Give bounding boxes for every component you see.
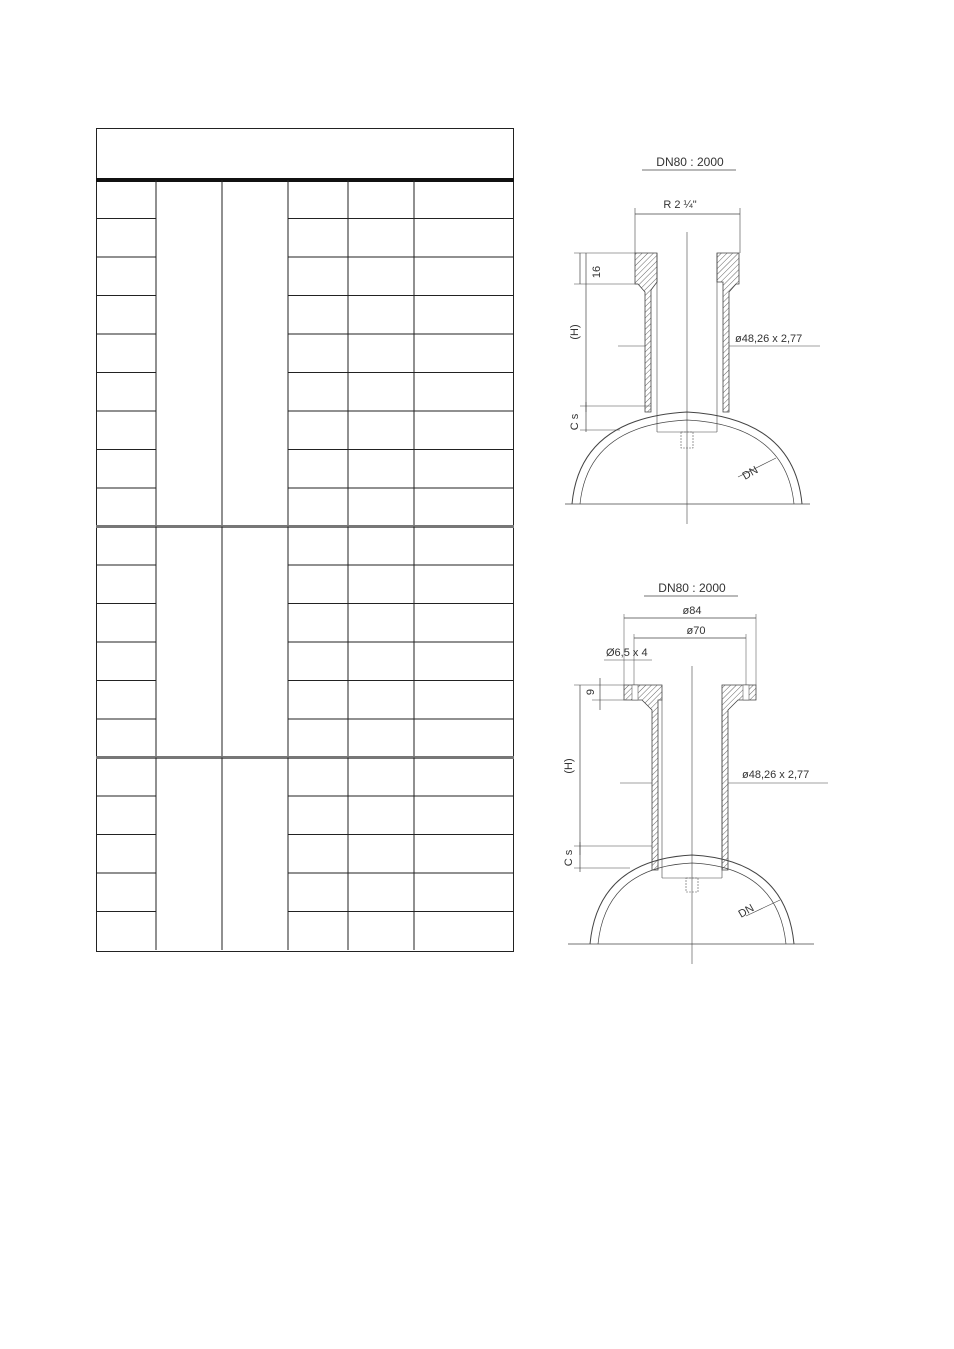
specification-table <box>96 128 514 952</box>
holes-label: Ø6,5 x 4 <box>606 647 648 659</box>
threaded-nozzle-drawing <box>540 140 840 540</box>
flanged-nozzle-drawing <box>540 570 840 970</box>
height-label: (H) <box>563 758 575 774</box>
table-outer-border <box>97 129 514 952</box>
height-label: (H) <box>569 324 581 340</box>
left-cap-wall <box>635 253 657 412</box>
pipe-label: ø48,26 x 2,77 <box>735 333 803 345</box>
cs-label: C s <box>563 849 575 867</box>
dn-label: DN <box>736 902 757 921</box>
flange-height-label: 16 <box>591 265 603 279</box>
dn-label: DN <box>740 464 761 483</box>
outer-dia-label: ø84 <box>682 605 702 617</box>
bolt-circle-label: ø70 <box>686 625 706 637</box>
table-grid <box>96 180 514 950</box>
cs-label: C s <box>569 413 581 431</box>
bolt-hole-left <box>632 685 638 700</box>
scale-label: DN80 : 2000 <box>658 581 726 595</box>
pipe-label: ø48,26 x 2,77 <box>742 769 810 781</box>
scale-label: DN80 : 2000 <box>656 155 724 169</box>
bolt-hole-right <box>743 685 749 700</box>
thread-label: R 2 ¼" <box>663 199 697 211</box>
flange-height-label: 9 <box>585 688 597 696</box>
left-flange-wall <box>624 685 662 870</box>
